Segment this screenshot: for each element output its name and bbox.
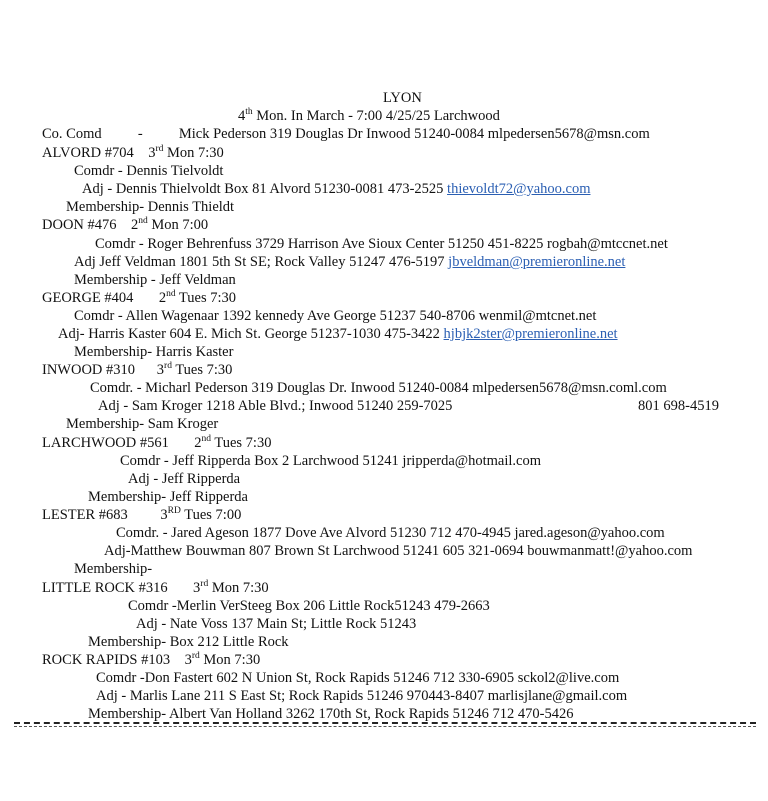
post-day-rest: Mon 7:30: [208, 580, 269, 596]
post-day-rest: Tues 7:00: [180, 507, 242, 523]
little-rock-comdr: Comdr -Merlin VerSteeg Box 206 Little Rock51243 479-2663: [128, 598, 490, 614]
post-day-num: 3: [184, 652, 192, 668]
county-commander-dash: -: [137, 126, 143, 142]
post-name: LESTER #683: [42, 507, 128, 523]
post-name: ROCK RAPIDS #103: [42, 652, 171, 668]
george-adj-email[interactable]: hjbjk2ster@premieronline.net: [443, 326, 618, 342]
larchwood-adj: Adj - Jeff Ripperda: [128, 471, 241, 487]
lester-comdr: Comdr. - Jared Ageson 1877 Dove Ave Alvord 51230 712 470-4945 jared.ageson@yahoo.com: [116, 525, 665, 541]
post-day-num: 3: [160, 507, 168, 523]
post-day-suffix: nd: [166, 289, 176, 300]
george-membership: Membership- Harris Kaster: [74, 344, 234, 360]
post-day-rest: Tues 7:30: [211, 435, 272, 451]
little-rock-membership: Membership- Box 212 Little Rock: [88, 634, 289, 650]
post-day-num: 3: [148, 145, 156, 161]
rock-rapids-membership: Membership- Albert Van Holland 3262 170th St, Rock Rapids 51246 712 470-5426: [88, 706, 574, 722]
post-name: DOON #476: [42, 217, 117, 233]
post-day-num: 3: [193, 580, 201, 596]
post-day-num: 3: [156, 362, 165, 378]
george-comdr: Comdr - Allen Wagenaar 1392 kennedy Ave George 51237 540-8706 wenmil@mtcnet.net: [74, 308, 597, 324]
inwood-adj-phone2: 801 698-4519: [638, 398, 719, 414]
post-header-larchwood: [42, 435, 271, 452]
post-day-num: 2: [158, 290, 167, 306]
post-name: ALVORD #704: [42, 145, 134, 161]
little-rock-adj: Adj - Nate Voss 137 Main St; Little Rock 51243: [136, 616, 417, 632]
post-day-suffix: rd: [191, 651, 200, 662]
post-day-suffix: nd: [201, 434, 211, 445]
post-name: LITTLE ROCK #316: [42, 580, 168, 596]
post-day-num: 2: [131, 217, 139, 233]
post-day-rest: Tues 7:30: [175, 290, 237, 306]
meeting-ordinal: 4: [238, 108, 246, 124]
inwood-comdr: Comdr. - Micharl Pederson 319 Douglas Dr. Inwood 51240-0084 mlpedersen5678@msn.coml.com: [90, 380, 667, 396]
page-title: LYON: [383, 90, 422, 106]
post-day-suffix: RD: [167, 506, 181, 517]
doon-comdr: Comdr - Roger Behrenfuss 3729 Harrison Ave Sioux Center 51250 451-8225 rogbah@mtccnet.net: [95, 236, 668, 252]
rock-rapids-comdr: Comdr -Don Fastert 602 N Union St, Rock Rapids 51246 712 330-6905 sckol2@live.com: [96, 670, 620, 686]
post-day-rest: Mon 7:00: [147, 217, 209, 233]
post-header-rock-rapids: [42, 652, 260, 669]
alvord-adj-text: Adj - Dennis Thielvoldt Box 81 Alvord 51230-0081 473-2525: [82, 181, 444, 197]
doon-adj-text: Adj Jeff Veldman 1801 5th St SE; Rock Valley 51247 476-5197: [74, 254, 445, 270]
larchwood-comdr: Comdr - Jeff Ripperda Box 2 Larchwood 51241 jripperda@hotmail.com: [120, 453, 542, 469]
inwood-adj: Adj - Sam Kroger 1218 Able Blvd.; Inwood 51240 259-7025: [98, 398, 453, 414]
post-day-num: 2: [194, 435, 202, 451]
alvord-adj: [82, 181, 590, 198]
dashed-divider: [14, 722, 756, 724]
lester-adj: Adj-Matthew Bouwman 807 Brown St Larchwood 51241 605 321-0694 bouwmanmatt!@yahoo.com: [104, 543, 693, 559]
george-adj-text: Adj- Harris Kaster 604 E. Mich St. George 51237-1030 475-3422: [58, 326, 440, 342]
post-day-rest: Tues 7:30: [171, 362, 233, 378]
post-day-suffix: rd: [200, 579, 209, 590]
post-header-inwood: [42, 362, 232, 379]
rock-rapids-adj: Adj - Marlis Lane 211 S East St; Rock Rapids 51246 970443-8407 marlisjlane@gmail.com: [96, 688, 628, 704]
post-header-doon: [42, 217, 208, 234]
meeting-info: [238, 108, 500, 125]
post-day-rest: Mon 7:30: [163, 145, 224, 161]
doon-membership: Membership - Jeff Veldman: [74, 272, 236, 288]
inwood-membership: Membership- Sam Kroger: [66, 416, 219, 432]
post-name: LARCHWOOD #561: [42, 435, 169, 451]
post-name: INWOOD #310: [42, 362, 136, 378]
post-name: GEORGE #404: [42, 290, 134, 306]
post-header-alvord: [42, 145, 224, 162]
meeting-text: Mon. In March - 7:00 4/25/25 Larchwood: [252, 108, 500, 124]
doon-adj-email[interactable]: jbveldman@premieronline.net: [448, 254, 626, 270]
post-day-rest: Mon 7:30: [199, 652, 261, 668]
county-commander-text: Mick Pederson 319 Douglas Dr Inwood 51240-0084 mlpedersen5678@msn.com: [178, 126, 650, 142]
post-header-little-rock: [42, 580, 269, 597]
post-day-suffix: rd: [155, 144, 164, 155]
dashed-divider-secondary: [14, 726, 756, 727]
post-header-george: [42, 290, 236, 307]
meeting-ordinal-suffix: th: [245, 107, 253, 118]
larchwood-membership: Membership- Jeff Ripperda: [88, 489, 248, 505]
post-day-suffix: rd: [164, 361, 172, 372]
alvord-comdr: Comdr - Dennis Tielvoldt: [74, 163, 224, 179]
lester-membership: Membership-: [74, 561, 153, 577]
county-commander: [42, 126, 650, 143]
alvord-membership: Membership- Dennis Thieldt: [66, 199, 235, 215]
post-header-lester: [42, 507, 241, 524]
doon-adj: [74, 254, 625, 271]
george-adj: [58, 326, 618, 343]
alvord-adj-email[interactable]: thievoldt72@yahoo.com: [447, 181, 591, 197]
post-day-suffix: nd: [138, 216, 148, 227]
county-commander-label: Co. Comd: [42, 126, 102, 142]
